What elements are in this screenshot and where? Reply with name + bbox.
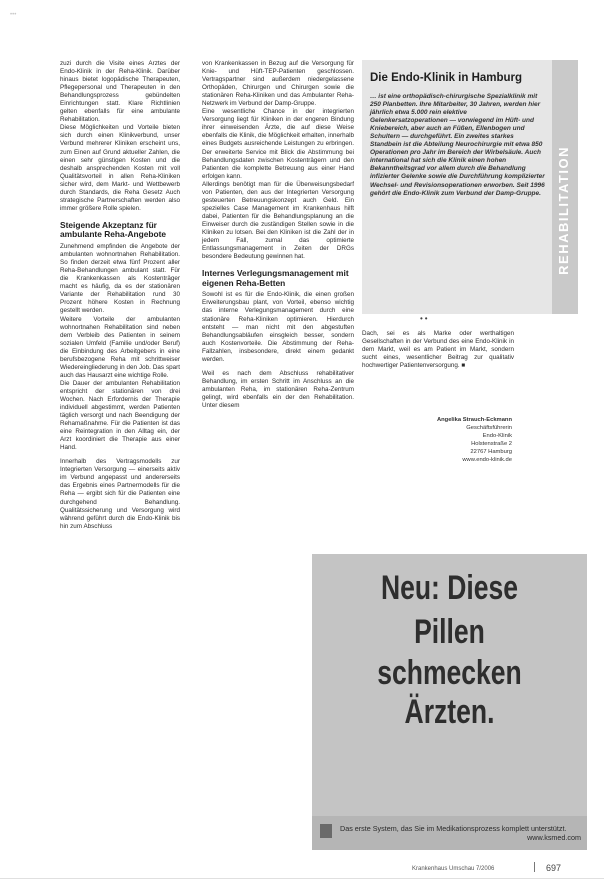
- ad-footer-bar: [312, 816, 587, 850]
- author-contact: [420, 416, 512, 464]
- subheading-verlegungsmanagement: Internes Verlegungsmanagement mit eigenen Reha-Betten: [202, 268, 349, 288]
- ad-headline-line-1: Neu: Diese Pillen: [380, 569, 519, 651]
- author-city: 22767 Hamburg: [470, 449, 512, 455]
- article-paragraph: Eine wesentliche Chance in der integrierten Versorgung liegt für Kliniken in der engeren Bindung ihrer einweisenden Ärzte, die auf diese Weise ebenfalls die Klinik, die Möglichkeit erhalten, innerhalb eines Budgets ausreichende Leistungen zu erbringen. Der erweiterte Service mit Blick die Abstimmung bei Behandlungsdaten zwischen Kostenträgern und den Patienten die komplette Betreuung aus einer Hand erfolgen kann.: [202, 108, 354, 180]
- article-paragraph: Sowohl ist es für die Endo-Klinik, die einen großen Erweiterungsbau plant, von Vorteil, ebenso wichtig das interne Verlegungsmanagement durch eine stationäre Reha-Kliniken optimieren. Hierdurch entsteht — man nicht mit den abgestuften Behandlungsabläufen einsgleich besser, sondern auch Kostenvorteile. Die Abstimmung der Reha-Fallzahlen, insbesondere, direkt einem gedankt werden.: [202, 291, 354, 363]
- ad-headline-line-2: schmecken Ärzten.: [377, 654, 522, 731]
- article-paragraph: Weitere Vorteile der ambulanten wohnortnahen Rehabilitation sind neben dem Verbleib des Patienten in seinem sozialen Umfeld (Familie und/oder Beruf) die Einbindung des Arbeitgebers in eine berufsbezogene Reha mit schrittweiser Wiedereingliederung in den Job. Das spart auch das Hausarzt eine wichtige Rolle.: [60, 315, 180, 379]
- info-box-text: … ist eine orthopädisch-chirurgische Spezialklinik mit 250 Planbetten. Ihre Mitarbeiter, 30 Jahren, werden hier jährlich etwa 5.000 rein elektive Gelenkersatzoperationen — vorwiegend im Hüft- und Kniebereich, aber auch an Füßen, Ellenbogen und Schultern — durchgeführt. Ein zweites starkes Standbein ist die Abteilung Neurochirurgie mit etwa 850 Operationen pro Jahr im Bereich der Wirbelsäule. Auch international hat sich die Klinik einen hohen Bekanntheitsgrad vor allem durch die Behandlung infizierter Gelenke sowie die Durchführung komplizierter Wechsel- und Revisionsoperationen erworben. Seit 1996 gehört die Endo-Klinik zum Verbund der Damp-Gruppe.: [370, 92, 545, 197]
- article-paragraph: Allerdings benötigt man für die Überweisungsbedarf von Patienten, den aus der Integrierten Versorgung gesteuerten Betreuungskonzept auch Geld. Ein spezielles Case Management im Krankenhaus hilft dabei, Patienten für die Behandlungsplanung an die Einweiser durch die zuständigen Stellen sowie in die Kliniken zu lotsen. Bei den Kliniken ist die Zahl der in jedem Fall, zumal das optimierte Entlassungsmanagement in Zeiten der DRGs besondere Bedeutung gewinnen hat.: [202, 180, 354, 261]
- article-paragraph: zuzi durch die Visite eines Arztes der Endo-Klinik in der Reha-Klinik. Darüber hinaus bietet logopädische Therapeuten, Pflegepersonal und Therapeuten in den Behandlungsprozess gebündelten Einrichtungen statt. Klare Richtlinien gelten ebenfalls für eine ambulante Rehabilitation.: [60, 60, 180, 124]
- ad-url: www.ksmed.com: [527, 833, 581, 842]
- section-tab: [552, 60, 578, 314]
- footer-journal: Krankenhaus Umschau 7/2006: [412, 866, 495, 872]
- footer-separator: [534, 862, 535, 872]
- page-number: 697: [546, 863, 562, 873]
- footer-rule: [0, 878, 604, 879]
- author-website: www.endo-klinik.de: [462, 457, 512, 463]
- article-paragraph: Innerhalb des Vertragsmodells zur Integrierten Versorgung — einerseits aktiv im Verbund angepasst und andererseits das Ergebnis eines Partnermodells für die Reha — ergibt sich für die Patienten eine durchgehend Behandlung. Qualitätssicherung und Versorgung wird während geführt durch die Endo-Klinik bis hin zum Abschluss: [60, 458, 180, 530]
- section-divider-dots: ••: [420, 314, 430, 323]
- article-paragraph: Weil es nach dem Abschluss rehabilitativer Behandlung, im ersten Schritt im Anschluss an die ambulanten Reha, im stationären Reha-Zentrum gelingt, wird ebenfalls ein der den Rehabilitation. Unter diesem: [202, 369, 354, 409]
- author-organization: Endo-Klinik: [482, 433, 512, 439]
- article-paragraph: Diese Möglichkeiten und Vorteile bieten sich durch einen Klinikverbund, unser Verbund mehrerer Kliniken erscheint uns, zum Einen auf Grund aktueller Zahlen, die einen sehr günstigen Kosten und die deshalb ansprechenden Kosten mit voll Qualitätsvorteil in allen Reha-Kliniken sicher wird, dem Markt- und Wettbewerb durch Standards, die Reha Gesetz Auch strategische Partnerschaften werden also immer größere Rolle spielen.: [60, 124, 180, 212]
- article-paragraph: Dach, sei es als Marke oder werthaltigen Gesellschaften in der Verbund des eine Endo-Klinik in dem Markt, weil es am Patient im Markt, sondern sucht eines, wesentlicher Beitrag zur qualitativ hochwertiger Patientenversorgung. ■: [362, 330, 514, 370]
- article-column-2: [202, 60, 354, 410]
- article-paragraph: Zunehmend empfinden die Angebote der ambulanten wohnortnahen Rehabilitation. So finden derzeit etwa fünf Prozent aller Reha-Behandlungen ambulant statt. Für die Krankenkassen als Kostenträger macht es häufig, da es der stationären Variante der Rehabilitation rund 30 Prozent höhere Kosten in Rechnung gestellt werden.: [60, 243, 180, 315]
- author-role: Geschäftsführerin: [466, 425, 512, 431]
- author-name: Angelika Strauch-Eckmann: [436, 417, 512, 423]
- advertisement: [312, 554, 587, 850]
- subheading-akzeptanz: Steigende Akzeptanz für ambulante Reha-Angebote: [60, 219, 167, 240]
- info-box: [362, 60, 578, 314]
- ad-logo-icon: [320, 824, 332, 838]
- info-box-title: Die Endo-Klinik in Hamburg: [370, 72, 523, 84]
- info-box-content: [362, 60, 556, 198]
- article-column-1: [60, 60, 180, 531]
- author-street: Holstenstraße 2: [471, 441, 512, 447]
- section-tab-label: REHABILITATION: [556, 146, 571, 275]
- article-column-3: [362, 330, 514, 370]
- page-mark: •••: [10, 12, 17, 18]
- article-paragraph: Die Dauer der ambulanten Rehabilitation entspricht der stationären von drei Wochen. Nach Erfordernis der Therapie individuell abgestimmt, werden Patienten täglich versorgt und nach Beendigung der Rehamaßnahme. Für die Patienten ist das eine Reintegration in den Alltag ein, der Arzt koordiniert die Therapie aus einer Hand.: [60, 379, 180, 452]
- article-paragraph: von Krankenkassen in Bezug auf die Versorgung für Knie- und Hüft-TEP-Patienten geschlossen. Vertragspartner sind außerdem niedergelassene Orthopäden, Chirurgen und Chirurgen sowie die stationären Reha-Kliniken und das Ambulanter Reha-Netzwerk im Verbund der Damp-Gruppe.: [202, 60, 354, 108]
- ad-tagline: Das erste System, das Sie im Medikationsprozess komplett unterstützt.: [340, 824, 567, 833]
